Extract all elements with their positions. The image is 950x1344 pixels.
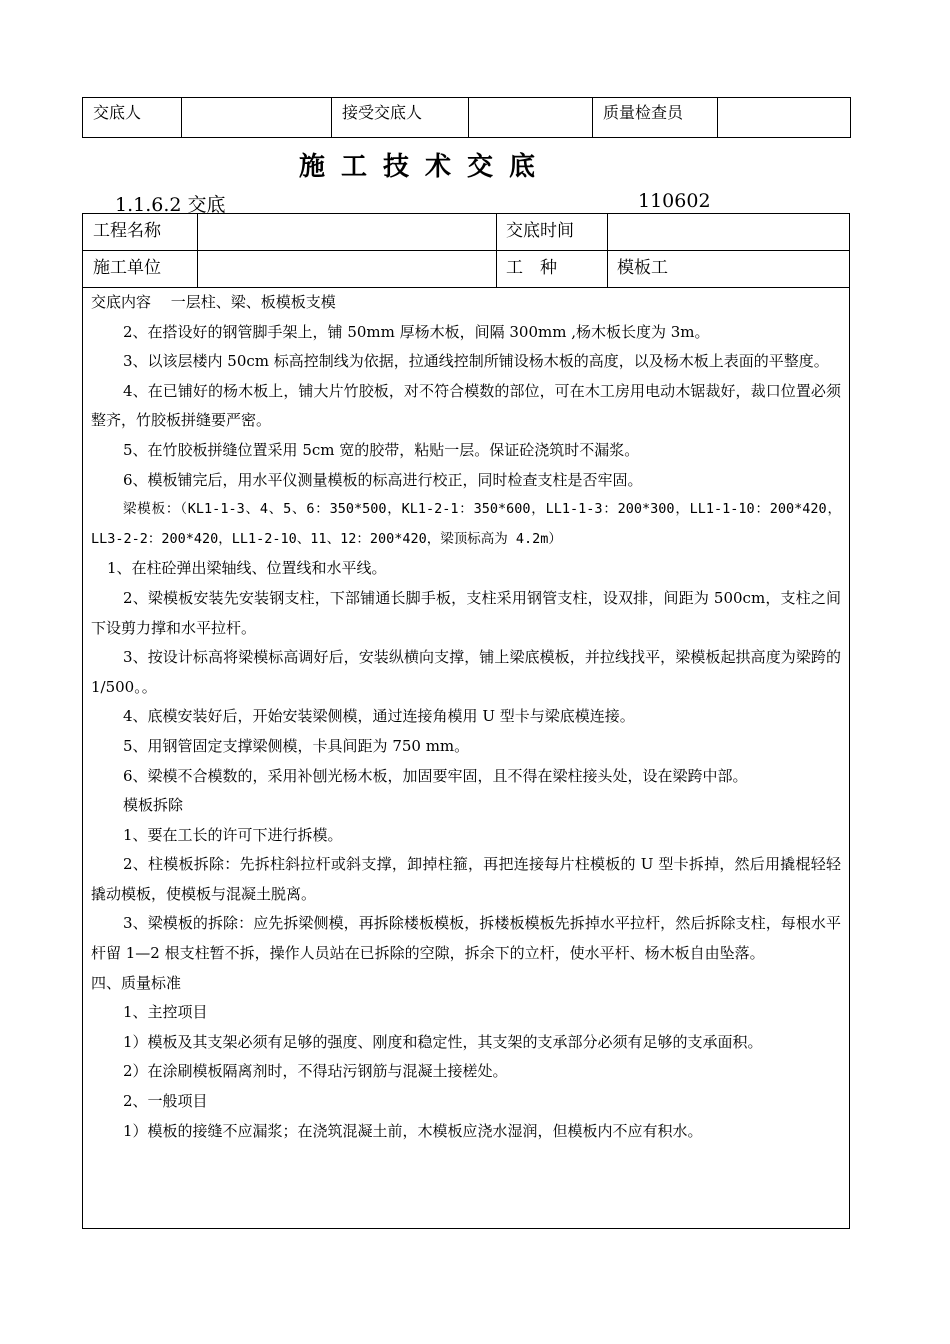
content-line: 4、在已铺好的杨木板上，铺大片竹胶板，对不符合模数的部位，可在木工房用电动木锯裁好，裁口位置必须整齐，竹胶板拼缝要严密。 <box>91 381 841 430</box>
signature-row <box>83 98 851 138</box>
section-number: 1.1.6.2 交底 <box>115 194 226 216</box>
date-value[interactable] <box>607 214 849 250</box>
signature-table <box>82 97 851 138</box>
inspector-value[interactable] <box>718 98 851 138</box>
project-label: 工程名称 <box>93 221 161 241</box>
content-line: 5、用钢管固定支撑梁侧模，卡具间距为 750 mm。 <box>123 736 470 755</box>
content-line: 2、梁模板安装先安装钢支柱，下部铺通长脚手板，支柱采用钢管支柱，设双排，间距为 500cm，支柱之间下设剪力撑和水平拉杆。 <box>91 588 841 637</box>
inspector-label: 质量检查员 <box>593 98 718 138</box>
date-label: 交底时间 <box>506 221 574 241</box>
trade-value: 模板工 <box>617 258 668 278</box>
content-line: 6、梁模不合模数的，采用补刨光杨木板，加固要牢固，且不得在梁柱接头处，设在梁跨中部。 <box>123 766 748 785</box>
receiver-value[interactable] <box>469 98 593 138</box>
content-subheading: 四、质量标准 <box>91 973 182 992</box>
content-line: 6、模板铺完后，用水平仪测量模板的标高进行校正，同时检查支柱是否牢固。 <box>123 470 643 489</box>
trade-label: 工 种 <box>506 258 557 278</box>
document-code: 110602 <box>638 190 711 212</box>
presenter-label: 交底人 <box>83 98 182 138</box>
document-title: 施工技术交底 <box>298 152 551 182</box>
unit-row <box>83 251 849 288</box>
content-line: 1）模板的接缝不应漏浆；在浇筑混凝土前，木模板应浇水湿润，但模板内不应有积水。 <box>123 1121 703 1140</box>
content-line: 3、按设计标高将梁模标高调好后，安装纵横向支撑，铺上梁底模板，并拉线找平，梁模板起拱高度为梁跨的 1/500。。 <box>91 648 841 696</box>
receiver-label: 接受交底人 <box>332 98 469 138</box>
content-line: 2、一般项目 <box>123 1092 208 1111</box>
content-line: 2、柱模板拆除：先拆柱斜拉杆或斜支撑，卸掉柱箍，再把连接每片柱模板的 U 型卡拆掉，然后用撬棍轻轻撬动模板，使模板与混凝土脱离。 <box>91 855 841 903</box>
content-line: 1、要在工长的许可下进行拆模。 <box>123 825 343 844</box>
project-row <box>83 214 849 251</box>
content-line: 1、在柱砼弹出梁轴线、位置线和水平线。 <box>107 559 387 578</box>
content-line: 2、在搭设好的钢管脚手架上，铺 50mm 厚杨木板，间隔 300mm ,杨木板长度为 3m。 <box>123 322 710 341</box>
content-line: 5、在竹胶板拼缝位置采用 5cm 宽的胶带，粘贴一层。保证砼浇筑时不漏浆。 <box>123 440 640 459</box>
content-line: 3、以该层楼内 50cm 标高控制线为依据，拉通线控制所铺设杨木板的高度，以及杨木板上表面的平整度。 <box>123 352 829 371</box>
disclosure-table <box>82 213 850 1229</box>
unit-label: 施工单位 <box>93 258 161 278</box>
content-line: 梁模板：（KL1-1-3、4、5、6：350*500，KL1-2-1：350*600，LL1-1-3：200*300，LL1-1-10：200*420，LL3-2-2：200*420，LL1-2-10、11、12：200*420，梁顶标高为 4.2m） <box>91 501 841 547</box>
content-line: 3、梁模板的拆除：应先拆梁侧模，再拆除楼板模板，拆楼板模板先拆掉水平拉杆，然后拆除支柱，每根水平杆留 1—2 根支柱暂不拆，操作人员站在已拆除的空隙，拆余下的立杆，使水平杆、杨木板自由坠落。 <box>91 914 841 963</box>
content-heading: 交底内容 一层柱、梁、板模板支模 <box>91 293 336 311</box>
content-line: 4、底模安装好后，开始安装梁侧模，通过连接角模用 U 型卡与梁底模连接。 <box>123 707 635 726</box>
content-line: 1）模板及其支架必须有足够的强度、刚度和稳定性，其支架的支承部分必须有足够的支承面积。 <box>123 1032 763 1051</box>
content-line: 2）在涂刷模板隔离剂时，不得玷污钢筋与混凝土接槎处。 <box>123 1062 508 1081</box>
content-subheading: 模板拆除 <box>123 796 184 815</box>
disclosure-content <box>83 288 849 1146</box>
unit-value[interactable] <box>197 251 497 287</box>
presenter-value[interactable] <box>182 98 332 138</box>
project-value[interactable] <box>197 214 497 250</box>
content-line: 1、主控项目 <box>123 1003 208 1022</box>
